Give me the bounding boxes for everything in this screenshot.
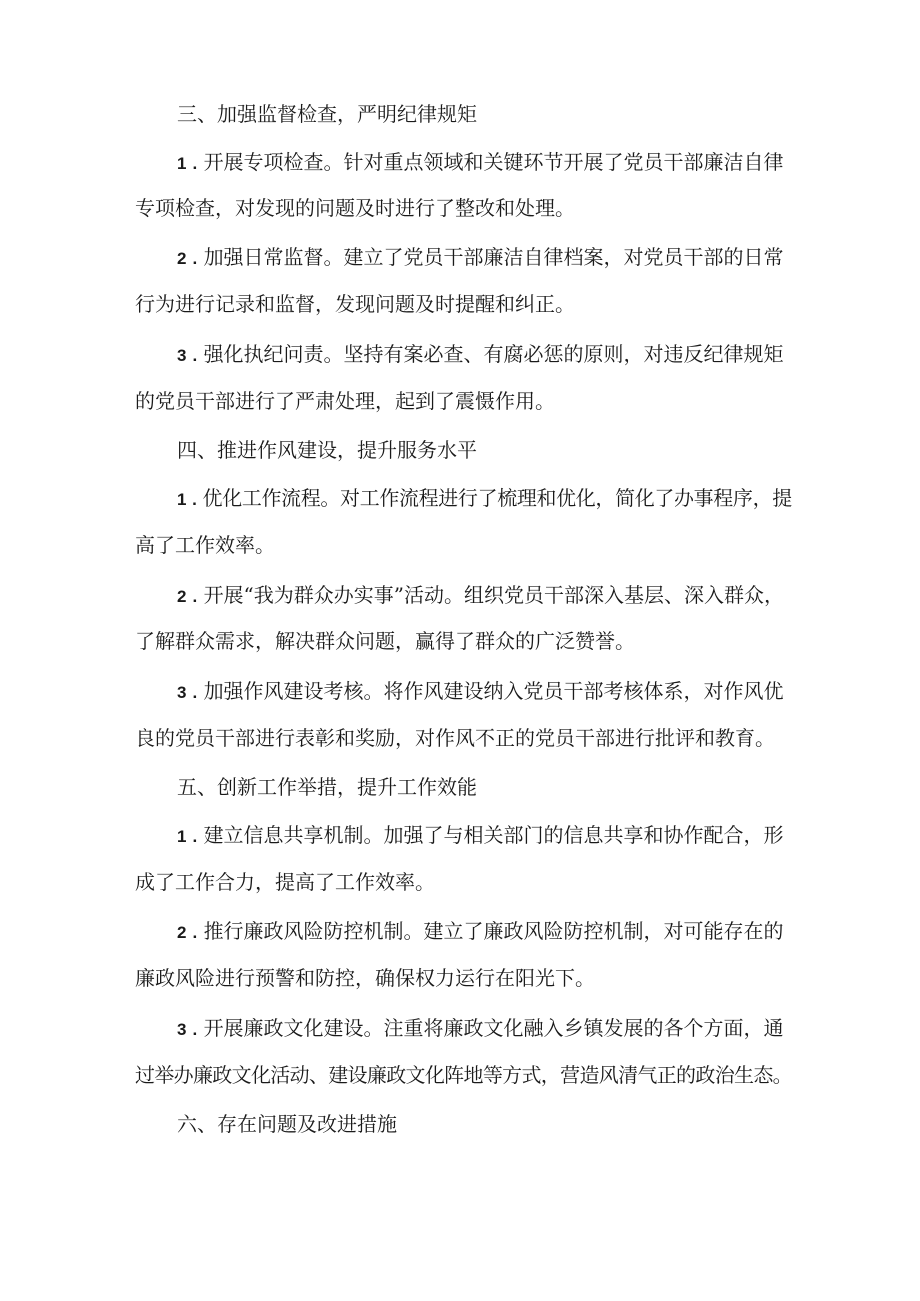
- list-item-second-line: 专项检查，对发现的问题及时进行了整改和处理。: [135, 196, 575, 220]
- item-number-dot: .: [192, 683, 198, 702]
- item-number: 1: [177, 827, 187, 846]
- item-number: 3: [177, 346, 187, 365]
- item-text: 加强作风建设考核。将作风建设纳入党员干部考核体系，对作风优: [203, 679, 784, 703]
- item-number: 3: [177, 683, 187, 702]
- list-item-second-line: 廉政风险进行预警和防控，确保权力运行在阳光下。: [135, 966, 595, 990]
- list-item-first-line: [177, 340, 784, 370]
- item-number-dot: .: [192, 346, 198, 365]
- item-text: 开展专项检查。针对重点领域和关键环节开展了党员干部廉洁自律: [203, 150, 784, 174]
- list-item-first-line: [177, 243, 784, 273]
- list-item-first-line: [177, 677, 784, 707]
- item-text: 强化执纪问责。坚持有案必查、有腐必惩的原则，对违反纪律规矩: [203, 342, 784, 366]
- list-item-first-line: [177, 821, 784, 851]
- item-number-dot: .: [192, 827, 198, 846]
- item-number: 1: [177, 490, 187, 509]
- list-item-second-line: 的党员干部进行了严肃处理，起到了震慑作用。: [135, 389, 555, 413]
- list-item-second-line: 高了工作效率。: [135, 533, 275, 557]
- section-heading: 五、创新工作举措，提升工作效能: [177, 775, 477, 799]
- item-number: 3: [177, 1020, 187, 1039]
- item-text: 优化工作流程。对工作流程进行了梳理和优化，简化了办事程序，提: [202, 486, 792, 510]
- item-number-dot: .: [192, 923, 198, 942]
- list-item-second-line: 成了工作合力，提高了工作效率。: [135, 870, 435, 894]
- list-item-first-line: [177, 581, 784, 611]
- item-text: 开展廉政文化建设。注重将廉政文化融入乡镇发展的各个方面，通: [203, 1016, 784, 1040]
- list-item-first-line: [177, 917, 784, 947]
- item-number: 2: [177, 923, 187, 942]
- item-text: 建立信息共享机制。加强了与相关部门的信息共享和协作配合，形: [203, 823, 784, 847]
- section-heading: 三、加强监督检查，严明纪律规矩: [177, 102, 477, 126]
- item-number-dot: .: [192, 1020, 198, 1039]
- section-heading: 六、存在问题及改进措施: [177, 1112, 397, 1136]
- list-item-first-line: [177, 484, 792, 514]
- item-number-dot: .: [192, 249, 198, 268]
- item-number: 2: [177, 249, 187, 268]
- list-item-first-line: [177, 148, 784, 178]
- section-heading: 四、推进作风建设，提升服务水平: [177, 438, 477, 462]
- item-text: 加强日常监督。建立了党员干部廉洁自律档案，对党员干部的日常: [203, 245, 784, 269]
- item-text: 开展“我为群众办实事”活动。组织党员干部深入基层、深入群众，: [203, 583, 785, 607]
- item-text: 推行廉政风险防控机制。建立了廉政风险防控机制，对可能存在的: [203, 919, 784, 943]
- list-item-second-line: 了解群众需求，解决群众问题，赢得了群众的广泛赞誉。: [135, 629, 635, 653]
- list-item-first-line: [177, 1014, 784, 1044]
- list-item-second-line: 良的党员干部进行表彰和奖励，对作风不正的党员干部进行批评和教育。: [135, 726, 775, 750]
- item-number-dot: .: [192, 587, 198, 606]
- item-number: 2: [177, 587, 187, 606]
- item-number-dot: .: [192, 490, 197, 509]
- list-item-second-line: 过举办廉政文化活动、建设廉政文化阵地等方式，营造风清气正的政治生态。: [135, 1063, 792, 1087]
- item-number-dot: .: [192, 154, 198, 173]
- list-item-second-line: 行为进行记录和监督，发现问题及时提醒和纠正。: [135, 292, 575, 316]
- item-number: 1: [177, 154, 187, 173]
